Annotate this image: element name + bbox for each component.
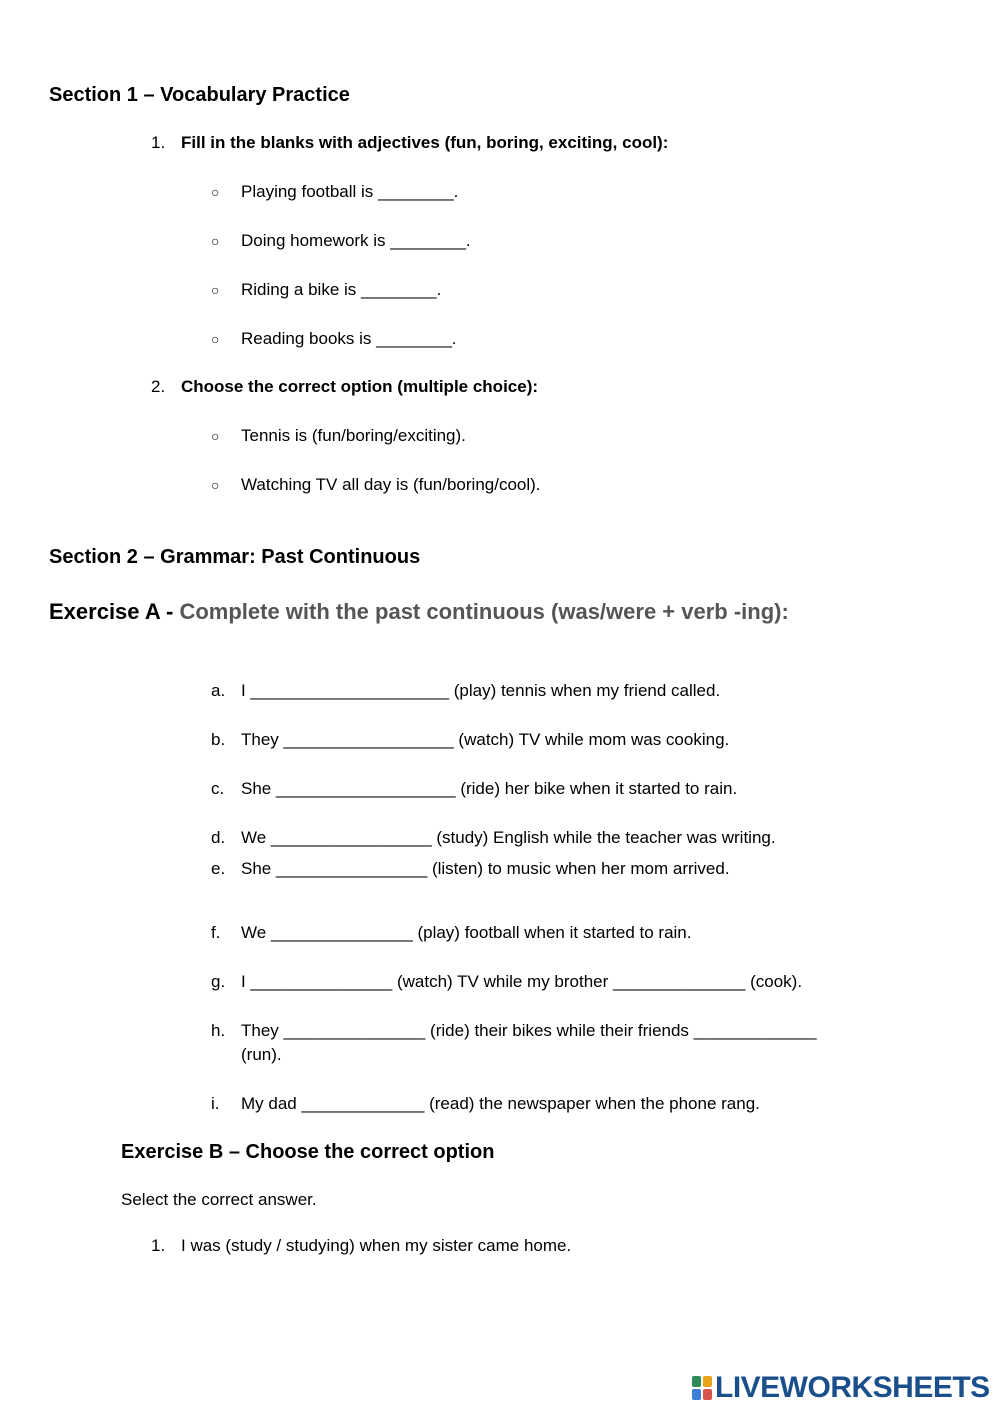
item-f-text: We _______________ (play) football when it started to rain. [241, 923, 692, 942]
vocab-item-4: Reading books is ________. [241, 329, 457, 348]
item-h-text-continued: (run). [241, 1045, 282, 1064]
question-1-number: 1. [151, 133, 166, 152]
exercise-b-title: Exercise B – Choose the correct option [121, 1141, 495, 1163]
bullet-icon: ○ [211, 331, 220, 347]
item-i-marker: i. [211, 1094, 220, 1113]
item-h-marker: h. [211, 1021, 226, 1040]
item-f-marker: f. [211, 923, 221, 942]
item-g-marker: g. [211, 972, 226, 991]
section-2-title: Section 2 – Grammar: Past Continuous [49, 546, 421, 568]
item-a-marker: a. [211, 681, 226, 700]
item-g-text: I _______________ (watch) TV while my brother ______________ (cook). [241, 972, 803, 991]
item-c-marker: c. [211, 779, 225, 798]
question-1-prompt: Fill in the blanks with adjectives (fun, boring, exciting, cool): [181, 133, 669, 152]
item-e-text: She ________________ (listen) to music when her mom arrived. [241, 859, 730, 878]
logo-mark-icon [692, 1376, 712, 1400]
item-b-marker: b. [211, 730, 226, 749]
item-a-text: I _____________________ (play) tennis when my friend called. [241, 681, 721, 700]
logo-block [692, 1376, 701, 1387]
exercise-b-item-1-number: 1. [151, 1236, 166, 1255]
choice-item-2: Watching TV all day is (fun/boring/cool). [241, 475, 541, 494]
item-d-text: We _________________ (study) English while the teacher was writing. [241, 828, 776, 847]
item-i-text: My dad _____________ (read) the newspaper when the phone rang. [241, 1094, 760, 1113]
bullet-icon: ○ [211, 282, 220, 298]
bullet-icon: ○ [211, 233, 220, 249]
logo-block [703, 1389, 712, 1400]
liveworksheets-logo [692, 1372, 990, 1404]
vocab-item-3: Riding a bike is ________. [241, 280, 442, 299]
item-h-text: They _______________ (ride) their bikes while their friends _____________ [241, 1021, 817, 1040]
vocab-item-2: Doing homework is ________. [241, 231, 471, 250]
vocab-item-1: Playing football is ________. [241, 182, 459, 201]
logo-text: LIVEWORKSHEETS [715, 1371, 990, 1404]
question-2-number: 2. [151, 377, 166, 396]
bullet-icon: ○ [211, 428, 220, 444]
exercise-a-heading [49, 599, 789, 625]
item-b-text: They __________________ (watch) TV while mom was cooking. [241, 730, 730, 749]
item-e-marker: e. [211, 859, 226, 878]
exercise-b-item-1-text: I was (study / studying) when my sister came home. [181, 1236, 572, 1255]
choice-item-1: Tennis is (fun/boring/exciting). [241, 426, 466, 445]
item-d-marker: d. [211, 828, 226, 847]
bullet-icon: ○ [211, 477, 220, 493]
question-2-prompt: Choose the correct option (multiple choice): [181, 377, 539, 396]
exercise-b-instruction: Select the correct answer. [121, 1190, 317, 1209]
item-c-text: She ___________________ (ride) her bike when it started to rain. [241, 779, 738, 798]
bullet-icon: ○ [211, 184, 220, 200]
logo-block [692, 1389, 701, 1400]
exercise-a-label: Exercise A - [49, 599, 180, 624]
section-1-title: Section 1 – Vocabulary Practice [49, 84, 350, 106]
exercise-a-instruction: Complete with the past continuous (was/were + verb -ing): [179, 599, 789, 624]
logo-block [703, 1376, 712, 1387]
